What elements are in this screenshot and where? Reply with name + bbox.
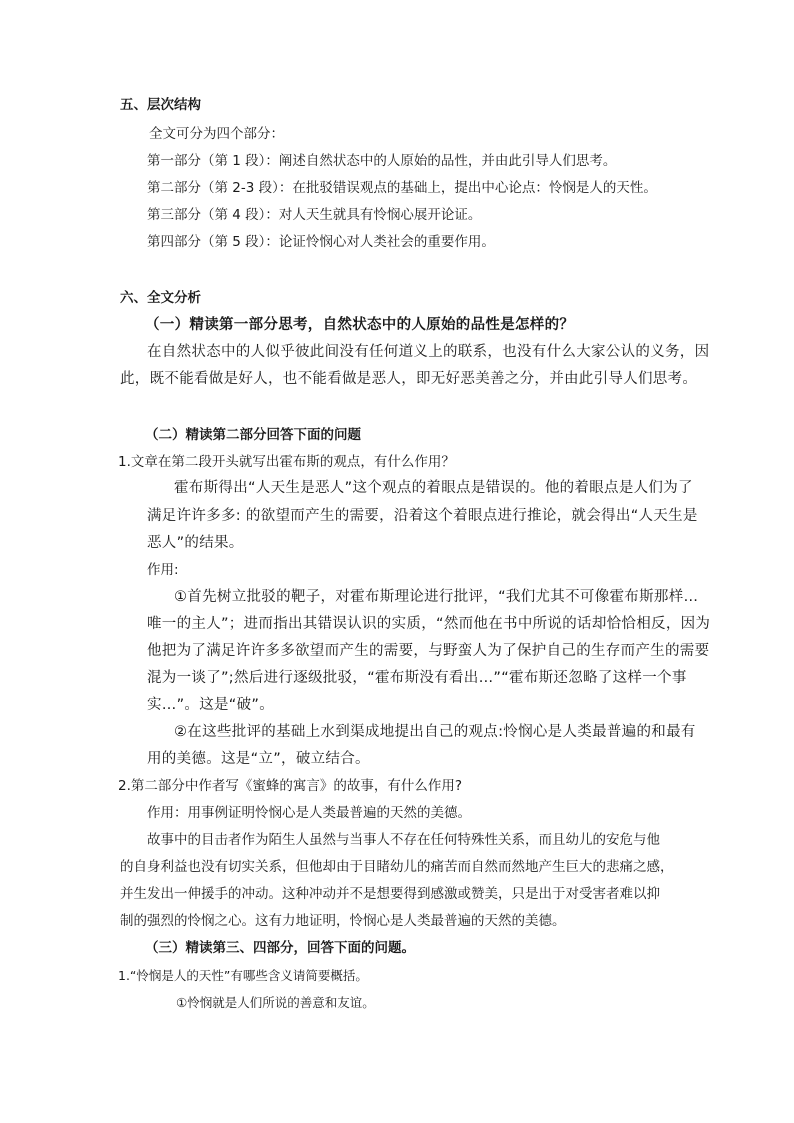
q1-point2-line-2: 用的美德。这是“立”，破立结合。 <box>147 751 370 767</box>
sub3-question-1: 1.“怜悯是人的天性”有哪些含义请简要概括。 <box>118 968 368 983</box>
q1-answer-line-3: 恶人”的结果。 <box>147 535 244 551</box>
part-2-line: 第二部分（第 2-3 段）：在批驳错误观点的基础上，提出中心论点：怜悯是人的天性。 <box>147 180 657 196</box>
sub3-answer-1: ①怜悯就是人们所说的善意和友谊。 <box>176 995 375 1010</box>
section-6-heading: 六、全文分析 <box>120 290 201 306</box>
q1-point1-line-5: 实…”。这是“破”。 <box>147 697 275 713</box>
subsection-2-title: （二）精读第二部分回答下面的问题 <box>145 427 361 443</box>
q2-story-line-3: 并生发出一伸援手的冲动。这种冲动并不是想要得到感激或赞美，只是出于对受害者难以抑 <box>120 886 660 902</box>
subsection-1-line-1: 在自然状态中的人似乎彼此间没有任何道义上的联系，也没有什么大家公认的义务，因 <box>147 344 710 360</box>
q2-role: 作用：用事例证明怜悯心是人类最普遍的天然的美德。 <box>147 805 471 821</box>
q1-role-label: 作用: <box>147 562 179 578</box>
part-4-line: 第四部分（第 5 段）：论证怜悯心对人类社会的重要作用。 <box>147 234 495 250</box>
question-2: 2.第二部分中作者写《蜜蜂的寓言》的故事，有什么作用? <box>118 778 463 794</box>
q2-story-line-4: 制的强烈的怜悯之心。这有力地证明，怜悯心是人类最普遍的天然的美德。 <box>120 913 566 929</box>
section-5-intro: 全文可分为四个部分： <box>149 126 284 142</box>
subsection-1-title: （一）精读第一部分思考，自然状态中的人原始的品性是怎样的？ <box>145 317 575 333</box>
q1-answer-line-1: 霍布斯得出“人天生是恶人”这个观点的着眼点是错误的。他的着眼点是人们为了 <box>174 480 693 496</box>
q1-point1-line-1: ①首先树立批驳的靶子，对霍布斯理论进行批评，“我们尤其不可像霍布斯那样… <box>174 589 699 605</box>
q1-point1-line-2: 唯一的主人”；进而指出其错误认识的实质，“然而他在书中所说的话却恰恰相反，因为 <box>147 616 711 632</box>
part-3-line: 第三部分（第 4 段）：对人天生就具有怜悯心展开论证。 <box>147 207 482 223</box>
subsection-3-title: （三）精读第三、四部分，回答下面的问题。 <box>145 940 415 956</box>
section-5-heading: 五、层次结构 <box>120 97 201 113</box>
subsection-1-line-2: 此，既不能看做是好人，也不能看做是恶人，即无好恶美善之分，并由此引导人们思考。 <box>120 371 698 387</box>
q1-answer-line-2: 满足许许多多: 的欲望而产生的需要，沿着这个着眼点进行推论，就会得出“人天生是 <box>147 508 698 524</box>
q1-point1-line-4: 混为一谈了”;然后进行逐级批驳，“霍布斯没有看出…”“霍布斯还忽略了这样一个事 <box>147 670 687 686</box>
q2-story-line-1: 故事中的目击者作为陌生人虽然与当事人不存在任何特殊性关系，而且幼儿的安危与他 <box>147 832 660 848</box>
q1-point2-line-1: ②在这些批评的基础上水到渠成地提出自己的观点:怜悯心是人类最普遍的和最有 <box>174 724 696 740</box>
q2-story-line-2: 的自身利益也没有切实关系，但他却由于目睹幼儿的痛苦而自然而然地产生巨大的悲痛之感， <box>120 859 674 875</box>
q1-point1-line-3: 他把为了满足许许多多欲望而产生的需要，与野蛮人为了保护自己的生存而产生的需要 <box>147 643 710 659</box>
part-1-line: 第一部分（第 1 段）：阐述自然状态中的人原始的品性，并由此引导人们思考。 <box>147 153 617 169</box>
question-1: 1.文章在第二段开头就写出霍布斯的观点，有什么作用？ <box>118 454 455 470</box>
